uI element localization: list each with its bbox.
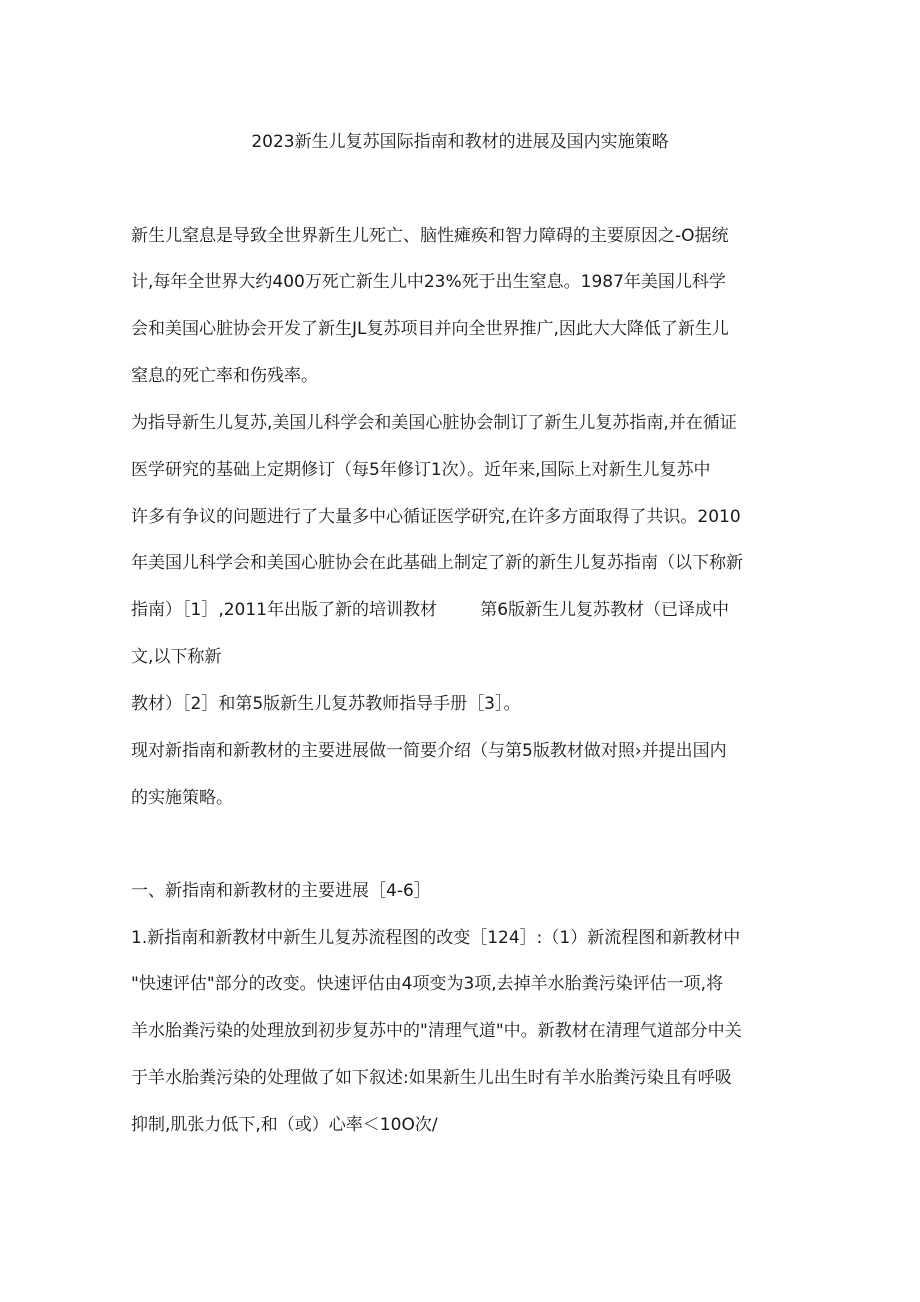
paragraph-2-line-3: 许多有争议的问题进行了大量多中心循证医学研究,在许多方面取得了共识。2010 <box>131 507 741 527</box>
paragraph-1-line-2: 计,每年全世界大约400万死亡新生儿中23%死于出生窒息。1987年美国儿科学 <box>131 272 726 292</box>
paragraph-2-line-5: 指南）［1］,2011年出版了新的培训教材 第6版新生儿复苏教材（已译成中 <box>131 600 730 620</box>
paragraph-4-line-2: 的实施策略。 <box>131 788 233 808</box>
paragraph-5-line-4: 于羊水胎粪污染的处理做了如下叙述:如果新生儿出生时有羊水胎粪污染且有呼吸 <box>131 1068 732 1088</box>
paragraph-5-line-1: 1.新指南和新教材中新生儿复苏流程图的改变［124］:（1）新流程图和新教材中 <box>131 928 741 948</box>
paragraph-2-line-6: 文,以下称新 <box>131 647 222 667</box>
paragraph-5-line-2: "快速评估"部分的改变。快速评估由4项变为3项,去掉羊水胎粪污染评估一项,将 <box>131 974 724 994</box>
paragraph-4-line-1: 现对新指南和新教材的主要进展做一简要介绍（与第5版教材做对照›并提出国内 <box>131 741 727 761</box>
paragraph-1-line-1: 新生儿窒息是导致全世界新生儿死亡、脑性瘫痪和智力障碍的主要原因之-O据统 <box>131 226 729 246</box>
paragraph-5-line-5: 抑制,肌张力低下,和（或）心率＜10O次/ <box>131 1115 438 1135</box>
document-title: 2023新生儿复苏国际指南和教材的进展及国内实施策略 <box>251 132 669 152</box>
paragraph-5-line-3: 羊水胎粪污染的处理放到初步复苏中的"清理气道"中。新教材在清理气道部分中关 <box>131 1021 742 1041</box>
paragraph-3-line-1: 教材）［2］和第5版新生儿复苏教师指导手册［3］。 <box>131 694 521 714</box>
paragraph-2-line-2: 医学研究的基础上定期修订（每5年修订1次）。近年来,国际上对新生儿复苏中 <box>131 460 711 480</box>
paragraph-2-line-4: 年美国儿科学会和美国心脏协会在此基础上制定了新的新生儿复苏指南（以下称新 <box>131 553 743 573</box>
section-heading: 一、新指南和新教材的主要进展［4-6］ <box>131 881 431 901</box>
paragraph-1-line-4: 窒息的死亡率和伤残率。 <box>131 366 318 386</box>
paragraph-2-line-1: 为指导新生儿复苏,美国儿科学会和美国心脏协会制订了新生儿复苏指南,并在循证 <box>131 413 737 433</box>
paragraph-1-line-3: 会和美国心脏协会开发了新生JL复苏项目并向全世界推广,因此大大降低了新生儿 <box>131 319 729 339</box>
